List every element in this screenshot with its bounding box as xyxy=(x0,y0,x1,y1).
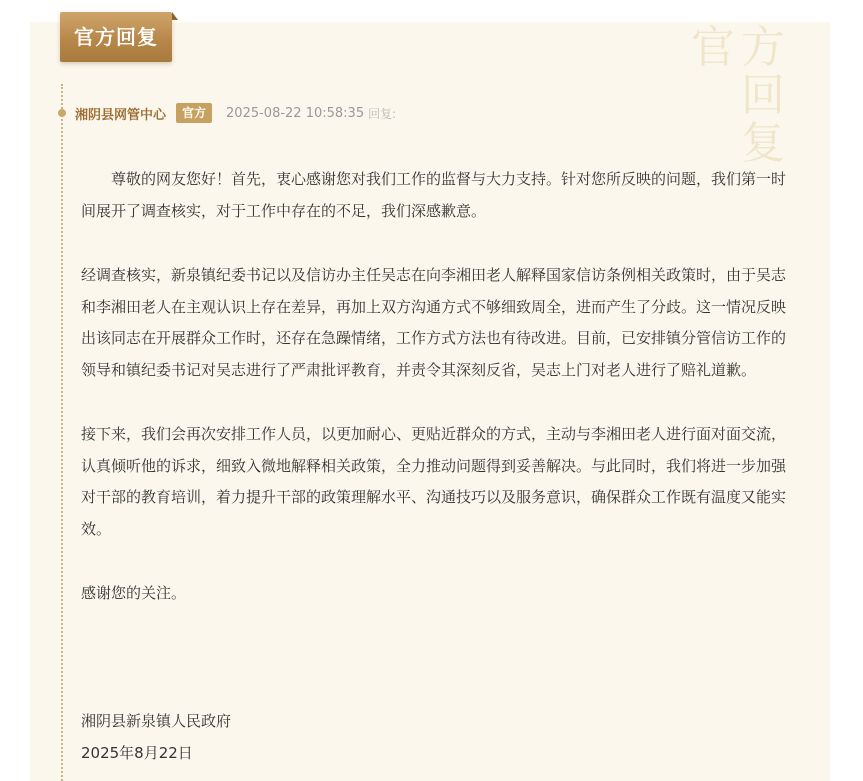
reply-paragraph: 接下来，我们会再次安排工作人员，以更加耐心、更贴近群众的方式，主动与李湘田老人进行面对面交流，认真倾听他的诉求，细致入微地解释相关政策，全力推动问题得到妥善解决。与此同时，我们将进一步加强对干部的教育培训，着力提升干部的政策理解水平、沟通技巧以及服务意识，确保群众工作既有温度又能实效。 xyxy=(81,425,787,538)
signature-org: 湘阴县新泉镇人民政府 xyxy=(81,712,232,730)
official-reply-watermark xyxy=(687,22,827,169)
watermark-line-1: 官方 xyxy=(691,22,791,73)
reply-author: 湘阴县网管中心 xyxy=(75,107,167,123)
reply-signature xyxy=(81,706,231,769)
reply-paragraph: 尊敬的网友您好！首先，衷心感谢您对我们工作的监督与大力支持。针对您所反映的问题，我们第一时间展开了调查核实，对于工作中存在的不足，我们深感歉意。 xyxy=(81,170,787,220)
reply-paragraph: 感谢您的关注。 xyxy=(81,584,187,602)
reply-timestamp: 2025-08-22 10:58:35 xyxy=(226,105,365,121)
official-reply-tab: 官方回复 xyxy=(60,12,172,62)
reply-meta xyxy=(75,102,396,124)
official-badge: 官方 xyxy=(176,103,212,123)
signature-date: 2025年8月22日 xyxy=(81,743,193,762)
timeline-dot xyxy=(58,109,66,117)
watermark-line-2: 回复 xyxy=(741,70,791,169)
reply-link[interactable]: 回复: xyxy=(368,106,397,121)
reply-paragraph: 经调查核实，新泉镇纪委书记以及信访办主任吴志在向李湘田老人解释国家信访条例相关政策时，由于吴志和李湘田老人在主观认识上存在差异，再加上双方沟通方式不够细致周全，进而产生了分歧。这一情况反映出该同志在开展群众工作时，还存在急躁情绪，工作方式方法也有待改进。目前，已安排镇分管信访工作的领导和镇纪委书记对吴志进行了严肃批评教育，并责令其深刻反省，吴志上门对老人进行了赔礼道歉。 xyxy=(81,266,787,379)
timeline-line xyxy=(61,84,63,781)
reply-content xyxy=(81,164,791,643)
